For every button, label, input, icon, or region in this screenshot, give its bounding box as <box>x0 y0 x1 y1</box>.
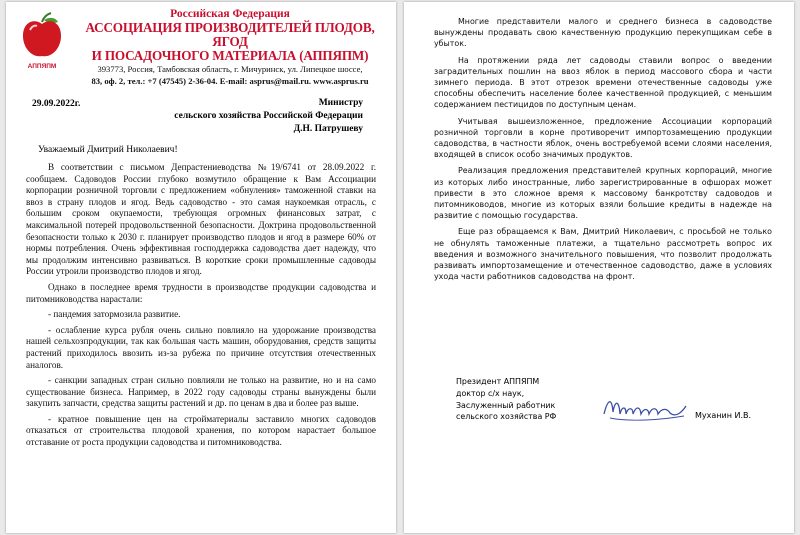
addressee-block <box>168 97 363 136</box>
signature-block <box>456 376 556 423</box>
paragraph: - ослабление курса рубля очень сильно повлияло на удорожание производства нашей сельхозпродукции, так как большая часть машин, оборудования, средств защиты растений приходилось ввозить из-за рубежа по причине отсутствия отечественных аналогов. <box>26 324 376 370</box>
addressee-line: сельского хозяйства Российской Федерации <box>174 111 363 121</box>
addressee-line: Д.Н. Патрушеву <box>293 124 363 134</box>
signer-honor: Заслуженный работник <box>456 400 556 410</box>
paragraph: Однако в последнее время трудности в производстве продукции садоводства и питомниководства нарастали: <box>26 281 376 304</box>
signer-degree: доктор с/х наук, <box>456 388 525 398</box>
svg-text:АППЯПМ: АППЯПМ <box>27 63 57 70</box>
paragraph: В соответствии с письмом Депрастениеводства №19/6741 от 28.09.2022 г. сообщаем. Садоводов России глубоко возмутило обращение к Вам Ассоциации корпорации розничной торговли с предложением «обнуления» таможенной ставки на ввоз в страну плодов и ягод. Ведь садоводство - это самая наукоемкая отрасль, с большим сроком окупаемости, требующая огромных финансовых затрат, с максимальной потерей продовольственной безопасности. Доктрина продовольственной безопасности только к 2030 г. планирует производство плодов и ягод в размере 60% от нормы потребления. Очень эффективная господдержка садоводства дает надежду, что мы продолжим интенсивно развиваться. В короткие сроки промышленные садоводы России утроили производство плодов и ягод. <box>26 162 376 277</box>
paragraph: Учитывая вышеизложенное, предложение Ассоциации корпораций розничной торговли в корне противоречит импортозамещению продукции садоводства, в частности яблок, очень востребуемой всеми слоями населения, входящей в список особо значимых продуктов. <box>434 116 772 160</box>
letterhead-address-2: 83, оф. 2, тел.: +7 (47545) 2-36-04. E-mail: asprus@mail.ru. www.asprus.ru <box>91 76 369 86</box>
addressee-line: Министру <box>318 98 363 108</box>
letter-body-right <box>434 16 772 287</box>
letter-date: 29.09.2022г. <box>32 99 81 109</box>
paragraph: На протяжении ряда лет садоводы ставили вопрос о введении заградительных пошлин на ввоз яблок в период массового сбора и части зимнего периода. В этот отрезок времени отечественные садоводы уже способны обеспечить население более качественной продукцией, с меньшим содержанием пестицидов по доступным ценам. <box>434 55 772 110</box>
apple-logo-icon <box>20 10 64 74</box>
handwritten-signature <box>600 392 690 426</box>
greeting: Уважаемый Дмитрий Николаевич! <box>38 145 178 155</box>
paragraph: - санкции западных стран сильно повлияли не только на развитие, но и на само существование бизнеса. Например, в 2022 году садоводы страны вынуждены были закупить запчасти, средства защиты растений и др. по ценам в два и более раз выше. <box>26 375 376 409</box>
signer-title: Президент АППЯПМ <box>456 377 540 386</box>
paragraph: Еще раз обращаемся к Вам, Дмитрий Николаевич, с просьбой не только не обнулять таможенные платежи, а тщательно рассмотреть вопрос их введения и возможного значительного повышения, что позволит продолжать развивать импортозамещение и отечественное садоводство, даже в условиях ухода части работников садоводства на фронт. <box>434 227 772 282</box>
letter-page-1 <box>6 2 396 533</box>
letterhead-org-name-2: И ПОСАДОЧНОГО МАТЕРИАЛА (АППЯПМ) <box>91 48 369 63</box>
letterhead-address-1: 393773, Россия, Тамбовская область, г. Мичуринск, ул. Липецкое шоссе, <box>97 64 363 74</box>
signer-honor: сельского хозяйства РФ <box>456 412 557 422</box>
letter-page-2 <box>404 2 794 533</box>
paragraph: - кратное повышение цен на стройматериалы заставило многих садоводов отказаться от строительства плодовой хранения, по котором нарастает большое отставание от роста продукции садоводства и питомниководства. <box>26 413 376 448</box>
paragraph: Многие представители малого и среднего бизнеса в садоводстве вынуждены продавать свою качественную продукцию перекупщикам себе в убыток. <box>434 17 772 49</box>
letterhead <box>70 8 390 87</box>
paragraph: Реализация предложения представителей крупных корпораций, многие из которых либо иностранные, либо зарегистрированные в офшорах может привести в это сложное время к массовому банкротству садоводов и питомниководов, многие из которых взяли большие кредиты в надежде на развитие с помощью государства. <box>434 166 772 221</box>
letterhead-org-name-1: АССОЦИАЦИЯ ПРОИЗВОДИТЕЛЕЙ ПЛОДОВ, ЯГОД <box>85 20 375 49</box>
paragraph: - пандемия затормозила развитие. <box>48 309 181 320</box>
signer-name: Муханин И.В. <box>695 411 752 420</box>
letter-body-left <box>26 162 376 453</box>
letterhead-country: Российская Федерация <box>170 8 290 20</box>
